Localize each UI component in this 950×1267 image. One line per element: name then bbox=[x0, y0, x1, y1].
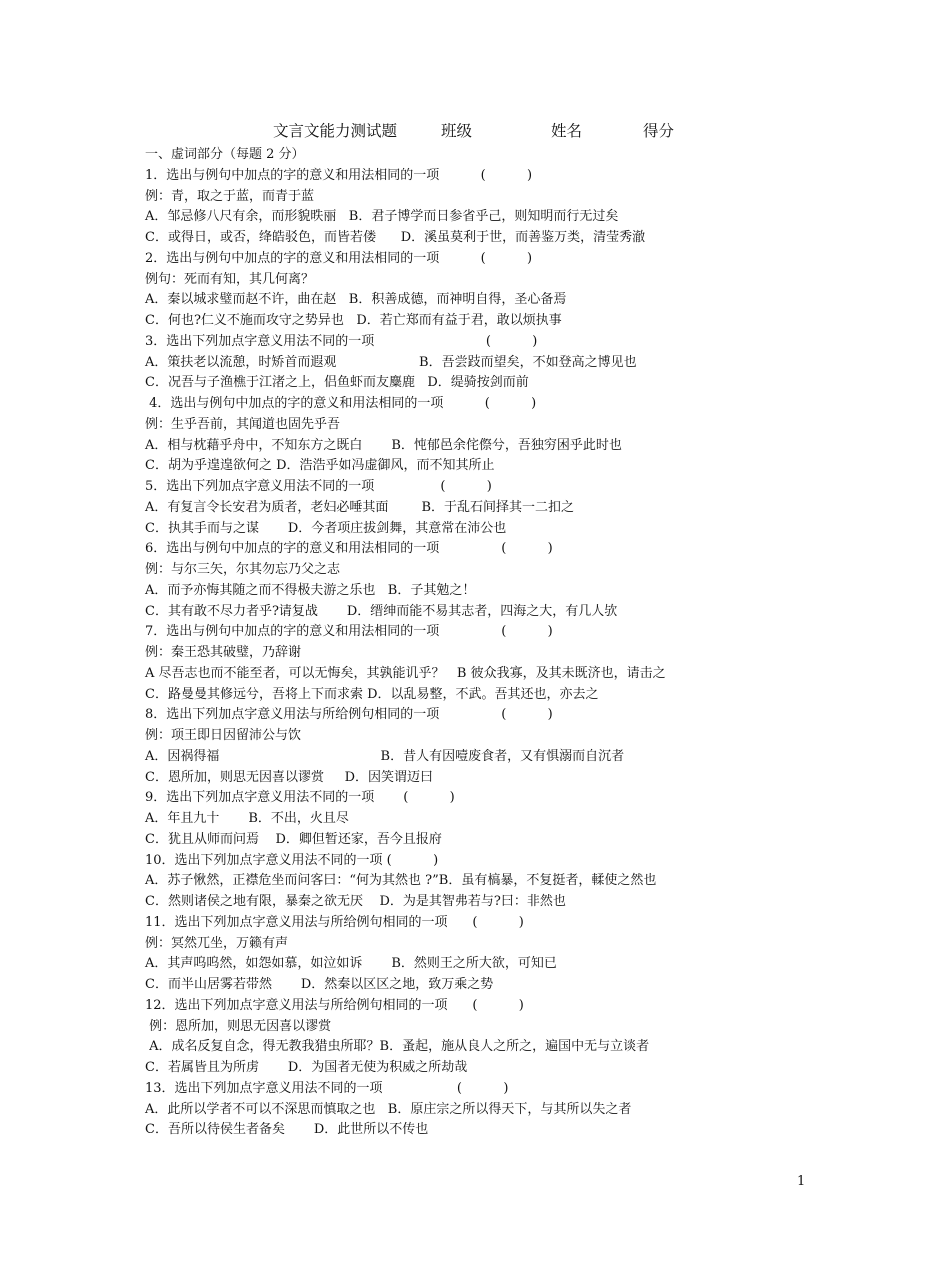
text-line: 3．选出下列加点字意义用法不同的一项 ( ) bbox=[145, 333, 538, 349]
text-line: 11．选出下列加点字意义用法与所给例句相同的一项 ( ) bbox=[145, 914, 524, 930]
text-line: C．执其手而与之谋 D．今者项庄拔剑舞，其意常在沛公也 bbox=[145, 520, 507, 536]
text-line: A．策扶老以流憩，时矫首而遐观 B．吾尝跂而望矣，不如登高之博见也 bbox=[145, 354, 637, 370]
text-line: 5．选出下列加点字意义用法不同的一项 ( ) bbox=[145, 479, 492, 494]
class-label: 班级 bbox=[441, 122, 473, 140]
text-line: 2．选出与例句中加点的字的意义和用法相同的一项 ( ) bbox=[145, 250, 533, 266]
score-label: 得分 bbox=[643, 122, 675, 140]
text-line: C．然则诸侯之地有限，暴秦之欲无厌 D．为是其智弗若与?曰：非然也 bbox=[145, 894, 566, 909]
text-line: 1．选出与例句中加点的字的意义和用法相同的一项 ( ) bbox=[145, 167, 533, 183]
text-line: C．其有敢不尽力者乎?请复战 D．缙绅而能不易其志者，四海之大，有几人欤 bbox=[145, 603, 618, 619]
text-line: 7．选出与例句中加点的字的意义和用法相同的一项 ( ) bbox=[145, 624, 553, 640]
text-line: C．或得日，或否，绛皓驳色，而皆若偻 D．溪虽莫利于世，而善鉴万类，清莹秀澈 bbox=[145, 230, 646, 245]
text-line: A．此所以学者不可以不深思而慎取之也 B．原庄宗之所以得天下，与其所以失之者 bbox=[145, 1101, 632, 1117]
text-line: C．路曼曼其修远兮，吾将上下而求索 D．以乱易整，不武。吾其还也，亦去之 bbox=[145, 686, 599, 702]
text-line: C．而半山居雾若带然 D．然秦以区区之地，致万乘之势 bbox=[145, 977, 494, 992]
text-line: 例：冥然兀坐，万籁有声 bbox=[145, 935, 289, 951]
text-line: C．恩所加，则思无因喜以谬赏 D．因笑谓迈曰 bbox=[145, 769, 434, 785]
text-line: 13．选出下列加点字意义用法不同的一项 ( ) bbox=[145, 1080, 509, 1096]
text-line: C．犹且从师而问焉 D．卿但暂还家，吾今且报府 bbox=[145, 831, 442, 847]
text-line: 例：与尔三矢，尔其勿忘乃父之志 bbox=[145, 562, 341, 577]
text-line: A．相与枕藉乎舟中，不知东方之既白 B．忳郁邑余侘傺兮，吾独穷困乎此时也 bbox=[145, 437, 622, 453]
text-line: A．成名反复自念，得无教我猎虫所耶？B．蚤起，施从良人之所之，遍国中无与立谈者 bbox=[145, 1039, 650, 1055]
text-line: C．何也?仁义不施而攻守之势异也 D．若亡郑而有益于君，敢以烦执事 bbox=[145, 313, 562, 328]
text-line: A．苏子愀然，正襟危坐而问客曰：“何为其然也 ?”B．虽有槁暴，不复挺者，輮使之然也 bbox=[145, 873, 657, 889]
text-line: A．有复言令长安君为质者，老妇必唾其面 B．于乱石间择其一二扣之 bbox=[145, 499, 575, 515]
text-line: 12．选出下列加点字意义用法与所给例句相同的一项 ( ) bbox=[145, 997, 524, 1013]
text-line: 6．选出与例句中加点的字的意义和用法相同的一项 ( ) bbox=[145, 541, 553, 557]
title-row bbox=[0, 119, 950, 143]
text-line: A．因祸得福 B．昔人有因噎废食者，又有惧溺而自沉者 bbox=[145, 748, 625, 764]
text-line: 例：恩所加，则思无因喜以谬赏 bbox=[145, 1018, 332, 1034]
text-line: A．而予亦悔其随之而不得极夫游之乐也 B．子其勉之！ bbox=[145, 582, 476, 598]
text-line: C．若属皆且为所虏 D．为国者无使为积威之所劫哉 bbox=[145, 1060, 468, 1075]
text-line: 一、虚词部分（每题 2 分） bbox=[145, 147, 305, 162]
text-line: A 尽吾志也而不能至者，可以无悔矣，其孰能讥乎？ B 彼众我寡，及其未既济也，请击之 bbox=[145, 665, 666, 681]
text-line: 例：生乎吾前，其闻道也固先乎吾 bbox=[145, 416, 341, 432]
text-line: 例：青，取之于蓝，而青于蓝 bbox=[145, 188, 315, 204]
text-line: 例：项王即日因留沛公与饮 bbox=[145, 728, 302, 743]
text-line: 例句：死而有知，其几何离？ bbox=[145, 271, 315, 287]
text-line: A．年且九十 B．不出，火且尽 bbox=[145, 811, 349, 826]
name-label: 姓名 bbox=[551, 122, 583, 140]
text-line: A．其声呜呜然，如怨如慕，如泣如诉 B．然则王之所大欲，可知已 bbox=[145, 956, 557, 972]
text-line: 4．选出与例句中加点的字的意义和用法相同的一项 ( ) bbox=[145, 396, 537, 411]
text-line: C．胡为乎遑遑欲何之 D．浩浩乎如冯虚御风，而不知其所止 bbox=[145, 458, 495, 474]
text-line: 8．选出下列加点字意义用法与所给例句相同的一项 ( ) bbox=[145, 707, 553, 723]
text-line: 10．选出下列加点字意义用法不同的一项 ( ) bbox=[145, 852, 439, 868]
text-line: A．邹忌修八尺有余，而形貌昳丽 B．君子博学而日参省乎己，则知明而行无过矣 bbox=[145, 209, 619, 225]
page-number: 1 bbox=[797, 1174, 806, 1189]
page-title: 文言文能力测试题 bbox=[273, 122, 398, 140]
text-line: 9．选出下列加点字意义用法不同的一项 ( ) bbox=[145, 790, 455, 806]
text-line: C．吾所以待侯生者备矣 D．此世所以不传也 bbox=[145, 1122, 429, 1138]
text-line: 例：秦王恐其破璧，乃辞谢 bbox=[145, 645, 302, 660]
text-line: A．秦以城求璧而赵不许，曲在赵 B．积善成德，而神明自得，圣心备焉 bbox=[145, 292, 567, 308]
text-line: C．况吾与子渔樵于江渚之上，侣鱼虾而友麋鹿 D．缇骑按剑而前 bbox=[145, 375, 529, 391]
question-body bbox=[145, 145, 925, 1141]
